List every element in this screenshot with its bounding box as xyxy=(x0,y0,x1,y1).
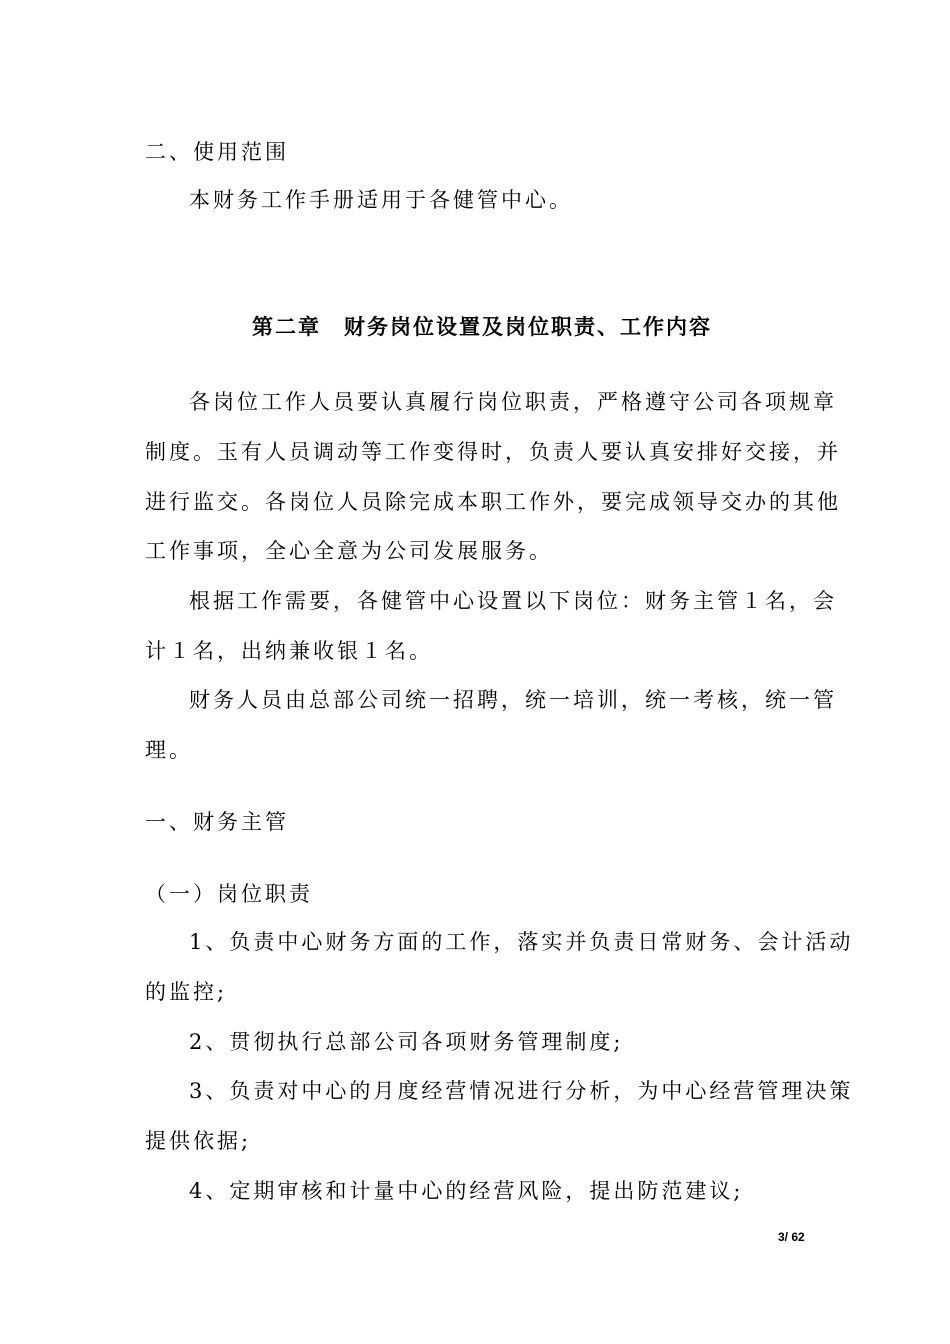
paragraph-line: 根据工作需要，各健管中心设置以下岗位：财务主管１名，会 xyxy=(189,589,837,613)
paragraph-line: 工作事项，全心全意为公司发展服务。 xyxy=(145,539,553,563)
duty-item: 4、定期审核和计量中心的经营风险，提出防范建议; xyxy=(189,1179,744,1203)
duty-item: 1、负责中心财务方面的工作，落实并负责日常财务、会计活动 xyxy=(189,930,854,954)
paragraph-line: 计１名，出纳兼收银１名。 xyxy=(145,639,433,663)
section-heading-scope: 二、使用范围 xyxy=(145,140,289,164)
paragraph-line: 各岗位工作人员要认真履行岗位职责，严格遵守公司各项规章 xyxy=(189,390,837,414)
subsection-heading: 一、财务主管 xyxy=(145,810,289,834)
paragraph-line: 财务人员由总部公司统一招聘，统一培训，统一考核，统一管 xyxy=(189,688,837,712)
paragraph-line: 制度。玉有人员调动等工作变得时，负责人要认真安排好交接，并 xyxy=(145,440,841,464)
duty-item-continuation: 提供依据; xyxy=(145,1129,252,1153)
chapter-title: 第二章 财务岗位设置及岗位职责、工作内容 xyxy=(252,314,712,339)
duty-item-continuation: 的监控; xyxy=(145,980,228,1004)
paragraph-line: 理。 xyxy=(145,738,193,762)
subsection-subheading: （一）岗位职责 xyxy=(145,882,313,906)
paragraph-line: 进行监交。各岗位人员除完成本职工作外，要完成领导交办的其他 xyxy=(145,490,841,514)
scope-body: 本财务工作手册适用于各健管中心。 xyxy=(189,188,573,212)
duty-item: 2、贯彻执行总部公司各项财务管理制度; xyxy=(189,1030,624,1054)
duty-item: 3、负责对中心的月度经营情况进行分析，为中心经营管理决策 xyxy=(189,1079,854,1103)
page-number: 3/ 62 xyxy=(778,1230,805,1244)
